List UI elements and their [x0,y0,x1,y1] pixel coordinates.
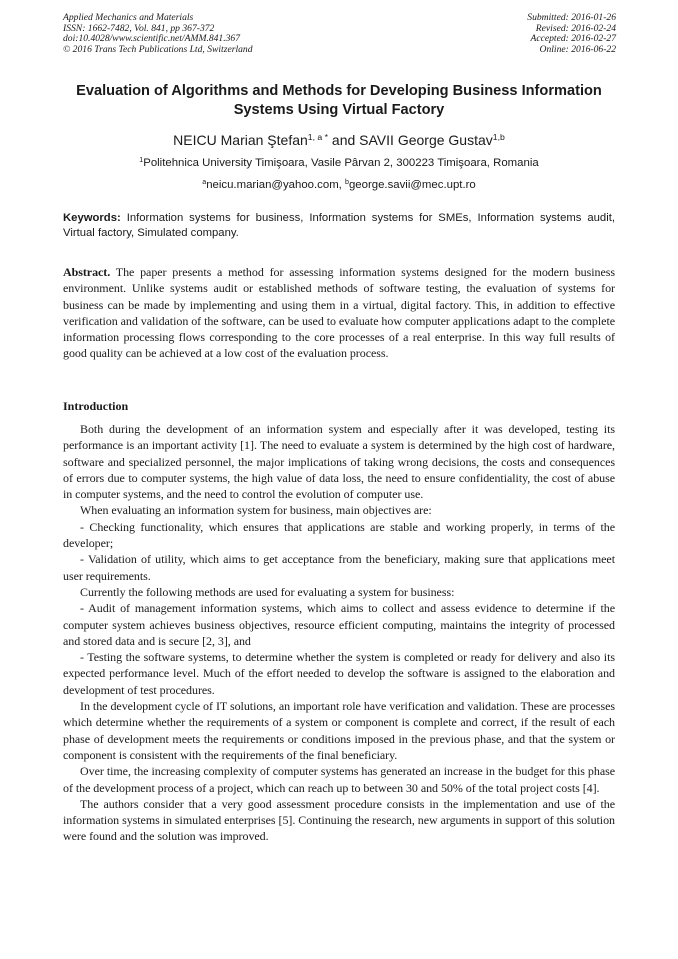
journal-info [63,13,253,55]
paragraph: Over time, the increasing complexity of computer systems has generated an increase in the budget for this phase of the development process of a project, which can reach up to between 30 and 50% of the total project costs [4]. [63,764,615,795]
paragraph: Both during the development of an information system and especially after it was developed, testing its performance is an important activity [1]. The need to evaluate a system is determined by the high cost of hardware, software and specialized personnel, the major implications of taking wrong decisions, the costs and consequences of errors due to computer systems, the high value of data loss, the need to ensure confidentiality, the cost of abuse in computer systems, and the need to control the evolution of computer use. [63,422,615,502]
keywords-label: Keywords: [63,212,121,224]
paragraph: When evaluating an information system for business, main objectives are: [80,503,432,518]
abstract-text: The paper presents a method for assessing information systems designed for the modern business environment. Unlike systems audit or established methods of software testing, the evaluation of systems for business can be made by implementing and using them in a virtual, digital factory. This, in addition to effective verification and validation of the software, can be used to evaluate how computer applications adapt to the complete information processing flows corresponding to the core processes of a real enterprise. In this way full results of good quality can be achieved at a low cost of the evaluation process. [63,265,616,361]
author-1: NEICU Marian Ştefan [173,132,308,148]
journal-name: Applied Mechanics and Materials [63,12,194,23]
authors [63,131,615,149]
author-2: SAVII George Gustav [359,132,493,148]
revised-date: Revised: 2016-02-24 [535,22,616,34]
paragraph: Currently the following methods are used for evaluating a system for business: [80,584,455,599]
list-item: - Audit of management information systems, which aims to collect and assess evidence to determine if the computer system achieves business objectives, resource efficient computing, maintains the integrity of processed and stored data and is secure [2, 3], and [63,601,615,648]
abstract-label: Abstract. [63,265,111,279]
keywords [63,211,615,241]
paragraph: In the development cycle of IT solutions, an important role have verification and validation. These are processes which determine whether the requirements of a system or component is complete and correct, if the result of each phase of development meets the requirements or conditions imposed in the previous phase, and that the system or component is consistent with the requirements of the final beneficiary. [63,699,615,762]
introduction-body [63,421,615,845]
doi: doi:10.4028/www.scientific.net/AMM.841.367 [63,33,241,45]
list-item: - Validation of utility, which aims to get acceptance from the beneficiary, making sure that applications meet user requirements. [63,552,615,583]
section-heading-introduction: Introduction [63,399,129,413]
online-date: Online: 2016-06-22 [539,43,616,55]
author-emails [63,178,615,192]
author-1-affiliation-mark: 1, a * [307,132,329,143]
keywords-text: Information systems for business, Information systems for SMEs, Information systems audit, Virtual factory, Simulated company. [63,212,615,239]
affiliation [63,156,615,170]
author-2-affiliation-mark: 1,b [492,132,505,143]
copyright: © 2016 Trans Tech Publications Ltd, Switzerland [63,43,253,55]
email-b: george.savii@mec.upt.ro [348,179,476,191]
abstract [63,264,615,362]
list-item: - Checking functionality, which ensures that applications are stable and working properly, in terms of the developer; [63,519,615,551]
submitted-date: Submitted: 2016-01-26 [527,12,616,23]
issn: ISSN: 1662-7482, Vol. 841, pp 367-372 [63,22,215,34]
list-item: - Testing the software systems, to determine whether the system is completed or ready for delivery and also its expected performance level. Much of the effort needed to develop the software is assigned to the elaboration and development of test procedures. [63,650,615,697]
affiliation-mark: 1 [139,157,144,165]
email-mark-b: b [345,179,349,187]
affiliation-text: Politehnica University Timişoara, Vasile Pârvan 2, 300223 Timişoara, Romania [143,157,539,169]
email-a: neicu.marian@yahoo.com, [206,179,346,191]
paper-title: Evaluation of Algorithms and Methods for Developing Business Information Systems Using Virtual Factory [76,83,602,118]
email-mark-a: a [202,179,207,187]
paragraph: The authors consider that a very good assessment procedure consists in the implementation and use of the information systems in simulated enterprises [5]. Continuing the research, new arguments in support of this solution were found and the solution was improved. [63,796,615,844]
accepted-date: Accepted: 2016-02-27 [530,33,616,45]
author-connector: and [328,132,360,148]
publication-dates [527,13,616,55]
